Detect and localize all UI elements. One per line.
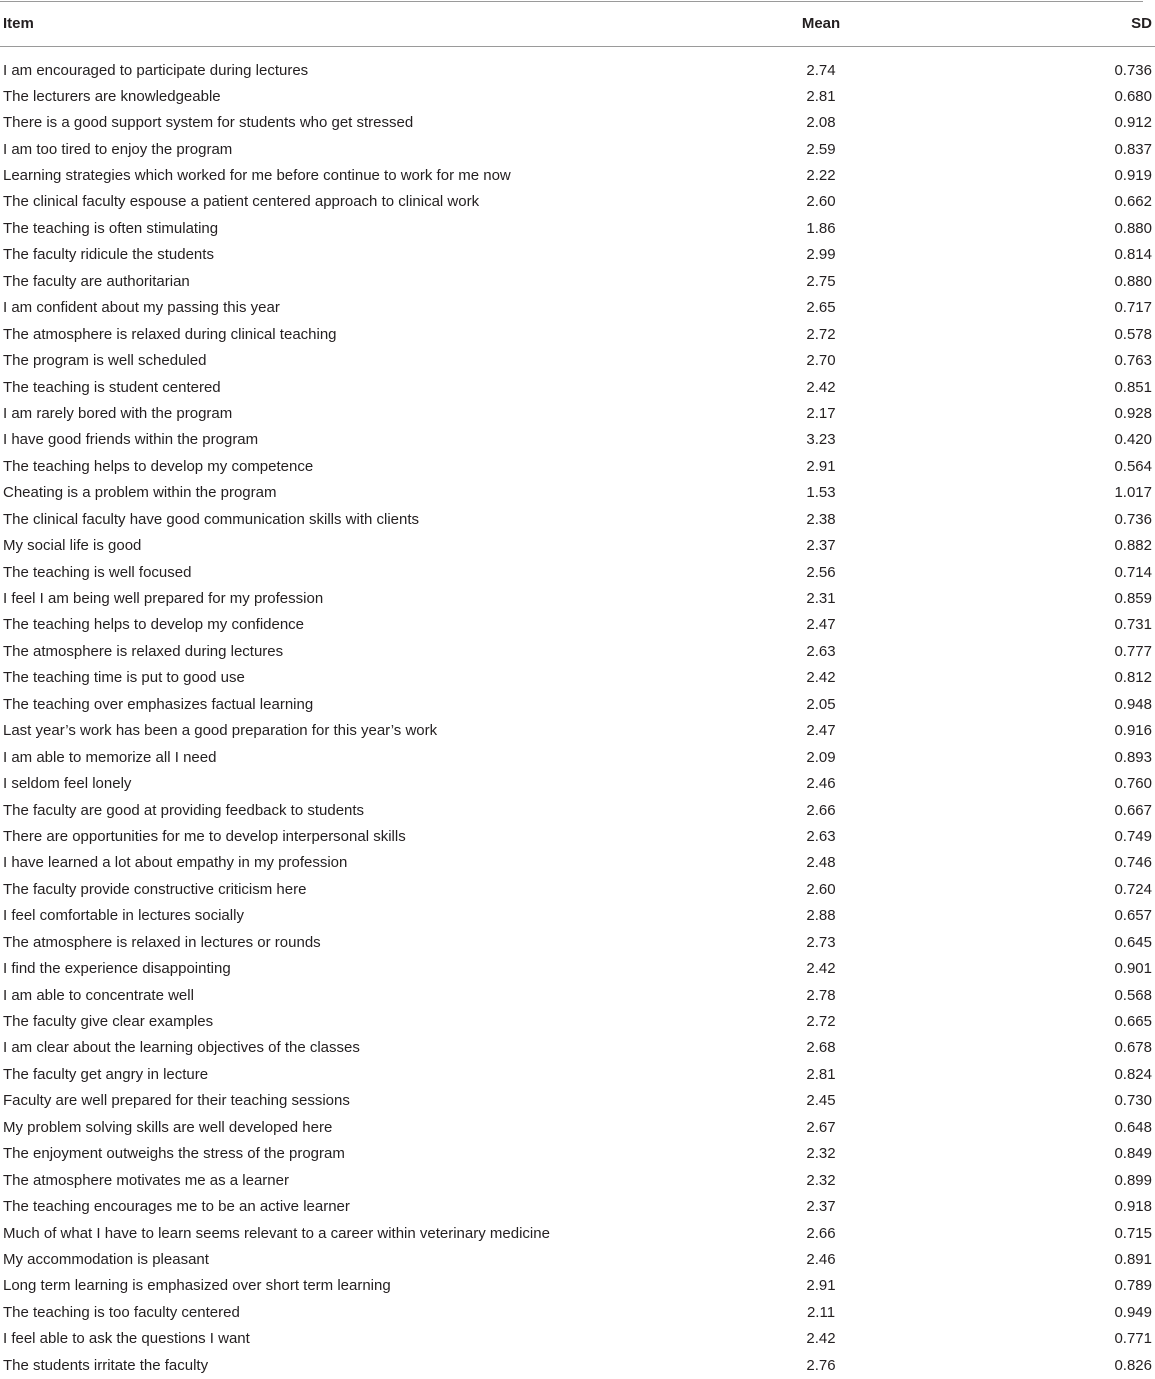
row-item: The faculty are good at providing feedback to students [3, 801, 365, 819]
table-row [0, 507, 1155, 533]
table-row [0, 401, 1155, 427]
row-sd: 0.657 [1114, 907, 1152, 925]
table-row [0, 771, 1155, 797]
table-row [0, 242, 1155, 268]
row-sd: 0.648 [1114, 1118, 1152, 1136]
row-sd: 0.731 [1114, 616, 1152, 634]
row-sd: 0.849 [1114, 1145, 1152, 1163]
row-item: The clinical faculty espouse a patient centered approach to clinical work [3, 193, 480, 211]
row-sd: 0.680 [1114, 87, 1152, 105]
row-item: The atmosphere is relaxed during clinical teaching [3, 325, 337, 343]
row-sd: 0.746 [1114, 854, 1152, 872]
row-sd: 0.851 [1114, 378, 1152, 396]
row-mean: 2.99 [806, 246, 836, 264]
row-item: Learning strategies which worked for me before continue to work for me now [3, 167, 511, 185]
row-item: The faculty ridicule the students [3, 246, 214, 264]
row-sd: 0.420 [1114, 431, 1152, 449]
row-sd: 0.812 [1114, 669, 1152, 687]
row-item: I am encouraged to participate during lectures [3, 61, 309, 79]
row-sd: 0.717 [1114, 299, 1152, 317]
row-sd: 0.645 [1114, 933, 1152, 951]
row-mean: 2.65 [806, 299, 836, 317]
row-mean: 2.22 [806, 167, 836, 185]
table-row [0, 956, 1155, 982]
row-sd: 0.919 [1114, 167, 1152, 185]
row-mean: 2.48 [806, 854, 836, 872]
row-sd: 0.736 [1114, 510, 1152, 528]
row-mean: 2.66 [806, 1224, 836, 1242]
row-mean: 2.66 [806, 801, 836, 819]
row-item: The atmosphere motivates me as a learner [3, 1171, 289, 1189]
row-item: The faculty are authoritarian [3, 272, 190, 290]
row-mean: 3.23 [806, 431, 836, 449]
table-row [0, 718, 1155, 744]
table-row [0, 982, 1155, 1008]
row-item: The faculty give clear examples [3, 1013, 214, 1031]
row-item: My social life is good [3, 537, 142, 555]
row-item: I feel able to ask the questions I want [3, 1330, 250, 1348]
row-sd: 0.736 [1114, 61, 1152, 79]
table-row [0, 189, 1155, 215]
row-item: The program is well scheduled [3, 352, 207, 370]
table-row [0, 1009, 1155, 1035]
results-table-container [0, 1, 1152, 1379]
table-row [0, 110, 1155, 136]
row-mean: 2.38 [806, 510, 836, 528]
row-mean: 2.91 [806, 1277, 836, 1295]
row-mean: 2.42 [806, 1330, 836, 1348]
table-row [0, 1062, 1155, 1088]
row-mean: 2.47 [806, 722, 836, 740]
row-sd: 0.948 [1114, 695, 1152, 713]
row-item: The teaching helps to develop my confidence [3, 616, 305, 634]
row-sd: 0.777 [1114, 642, 1152, 660]
row-mean: 2.59 [806, 140, 836, 158]
table-row [0, 1353, 1155, 1379]
row-sd: 0.730 [1114, 1092, 1152, 1110]
row-item: The teaching encourages me to be an active learner [3, 1198, 350, 1216]
row-mean: 2.60 [806, 193, 836, 211]
row-sd: 0.918 [1114, 1198, 1152, 1216]
table-row [0, 1088, 1155, 1114]
table-row [0, 639, 1155, 665]
row-sd: 0.667 [1114, 801, 1152, 819]
table-row [0, 744, 1155, 770]
table-row [0, 1220, 1155, 1246]
row-mean: 2.08 [806, 114, 836, 132]
row-item: The teaching time is put to good use [3, 669, 245, 687]
row-sd: 0.760 [1114, 775, 1152, 793]
row-mean: 2.31 [806, 590, 836, 608]
row-mean: 2.91 [806, 457, 836, 475]
row-mean: 2.70 [806, 352, 836, 370]
row-sd: 0.880 [1114, 272, 1152, 290]
row-sd: 0.824 [1114, 1065, 1152, 1083]
row-mean: 1.86 [806, 219, 836, 237]
row-item: I am clear about the learning objectives of the classes [3, 1039, 360, 1057]
row-mean: 2.05 [806, 695, 836, 713]
row-item: The atmosphere is relaxed during lectures [3, 642, 284, 660]
row-mean: 2.68 [806, 1039, 836, 1057]
row-item: Last year’s work has been a good preparation for this year’s work [3, 722, 438, 740]
table-row [0, 454, 1155, 480]
row-item: I seldom feel lonely [3, 775, 132, 793]
row-item: The teaching is often stimulating [3, 219, 219, 237]
table-row [0, 665, 1155, 691]
row-mean: 2.42 [806, 378, 836, 396]
header-row [0, 2, 1155, 46]
table-row [0, 348, 1155, 374]
table-row [0, 1141, 1155, 1167]
row-mean: 1.53 [806, 484, 836, 502]
row-item: I am rarely bored with the program [3, 404, 233, 422]
table-row [0, 586, 1155, 612]
row-item: The clinical faculty have good communication skills with clients [3, 510, 420, 528]
row-item: There is a good support system for students who get stressed [3, 114, 414, 132]
row-item: Faculty are well prepared for their teaching sessions [3, 1092, 350, 1110]
table-row [0, 46, 1155, 84]
table-row [0, 1194, 1155, 1220]
row-sd: 0.714 [1114, 563, 1152, 581]
table-row [0, 427, 1155, 453]
table-row [0, 1115, 1155, 1141]
row-sd: 0.678 [1114, 1039, 1152, 1057]
table-row [0, 797, 1155, 823]
row-sd: 0.880 [1114, 219, 1152, 237]
table-row [0, 1247, 1155, 1273]
table-header [0, 2, 1155, 46]
table-row [0, 136, 1155, 162]
row-item: There are opportunities for me to develop interpersonal skills [3, 827, 406, 845]
row-sd: 0.901 [1114, 960, 1152, 978]
table-row [0, 824, 1155, 850]
row-item: The faculty provide constructive criticism here [3, 880, 307, 898]
row-item: I am able to concentrate well [3, 986, 194, 1004]
row-item: I feel I am being well prepared for my profession [3, 590, 324, 608]
table-row [0, 903, 1155, 929]
row-mean: 2.56 [806, 563, 836, 581]
row-mean: 2.11 [806, 1303, 836, 1321]
row-sd: 0.891 [1114, 1250, 1152, 1268]
row-mean: 2.75 [806, 272, 836, 290]
row-item: The atmosphere is relaxed in lectures or rounds [3, 933, 321, 951]
table-row [0, 84, 1155, 110]
table-row [0, 321, 1155, 347]
row-item: The teaching over emphasizes factual learning [3, 695, 314, 713]
row-sd: 0.928 [1114, 404, 1152, 422]
table-row [0, 533, 1155, 559]
row-mean: 2.88 [806, 907, 836, 925]
row-sd: 0.763 [1114, 352, 1152, 370]
row-mean: 2.47 [806, 616, 836, 634]
row-mean: 2.63 [806, 827, 836, 845]
row-sd: 0.724 [1114, 880, 1152, 898]
table-row [0, 216, 1155, 242]
row-mean: 2.72 [806, 1013, 836, 1031]
row-item: The faculty get angry in lecture [3, 1065, 209, 1083]
row-sd: 0.859 [1114, 590, 1152, 608]
row-item: I am able to memorize all I need [3, 748, 217, 766]
table-body [0, 46, 1155, 1379]
row-mean: 2.67 [806, 1118, 836, 1136]
row-sd: 0.662 [1114, 193, 1152, 211]
row-item: Much of what I have to learn seems relevant to a career within veterinary medicine [3, 1224, 550, 1242]
row-sd: 0.568 [1114, 986, 1152, 1004]
row-item: The teaching helps to develop my competence [3, 457, 314, 475]
row-item: I have good friends within the program [3, 431, 259, 449]
row-sd: 0.893 [1114, 748, 1152, 766]
row-sd: 0.789 [1114, 1277, 1152, 1295]
row-sd: 0.715 [1114, 1224, 1152, 1242]
table-row [0, 612, 1155, 638]
table-row [0, 1326, 1155, 1352]
row-item: Cheating is a problem within the program [3, 484, 277, 502]
row-sd: 0.837 [1114, 140, 1152, 158]
row-mean: 2.42 [806, 960, 836, 978]
table-row [0, 374, 1155, 400]
row-mean: 2.72 [806, 325, 836, 343]
row-mean: 2.17 [806, 404, 836, 422]
row-item: I am too tired to enjoy the program [3, 140, 233, 158]
row-item: I feel comfortable in lectures socially [3, 907, 244, 925]
header-mean: Mean [746, 2, 896, 46]
row-mean: 2.81 [806, 1065, 836, 1083]
row-sd: 0.749 [1114, 827, 1152, 845]
row-sd: 0.826 [1114, 1356, 1152, 1374]
row-mean: 2.37 [806, 537, 836, 555]
table-row [0, 1273, 1155, 1299]
row-item: I am confident about my passing this year [3, 299, 280, 317]
row-sd: 0.564 [1114, 457, 1152, 475]
row-sd: 0.899 [1114, 1171, 1152, 1189]
row-mean: 2.81 [806, 87, 836, 105]
row-mean: 2.46 [806, 1250, 836, 1268]
table-row [0, 163, 1155, 189]
header-sd: SD [896, 2, 1155, 46]
results-table [0, 2, 1155, 1379]
row-mean: 2.63 [806, 642, 836, 660]
row-sd: 0.665 [1114, 1013, 1152, 1031]
row-sd: 0.578 [1114, 325, 1152, 343]
row-mean: 2.78 [806, 986, 836, 1004]
row-item: The teaching is too faculty centered [3, 1303, 240, 1321]
table-row [0, 559, 1155, 585]
row-item: The teaching is well focused [3, 563, 192, 581]
row-item: The enjoyment outweighs the stress of the program [3, 1145, 345, 1163]
header-item: Item [0, 2, 746, 46]
row-sd: 0.912 [1114, 114, 1152, 132]
row-mean: 2.09 [806, 748, 836, 766]
row-mean: 2.46 [806, 775, 836, 793]
row-mean: 2.42 [806, 669, 836, 687]
row-sd: 1.017 [1114, 484, 1152, 502]
table-row [0, 1300, 1155, 1326]
row-item: The students irritate the faculty [3, 1356, 209, 1374]
row-item: I have learned a lot about empathy in my profession [3, 854, 348, 872]
row-mean: 2.76 [806, 1356, 836, 1374]
row-sd: 0.771 [1114, 1330, 1152, 1348]
table-row [0, 692, 1155, 718]
row-item: My problem solving skills are well developed here [3, 1118, 333, 1136]
row-sd: 0.949 [1114, 1303, 1152, 1321]
table-row [0, 269, 1155, 295]
row-mean: 2.32 [806, 1171, 836, 1189]
row-mean: 2.60 [806, 880, 836, 898]
table-row [0, 480, 1155, 506]
table-row [0, 850, 1155, 876]
table-row [0, 1167, 1155, 1193]
row-mean: 2.45 [806, 1092, 836, 1110]
row-item: I find the experience disappointing [3, 960, 231, 978]
row-mean: 2.32 [806, 1145, 836, 1163]
row-item: The teaching is student centered [3, 378, 221, 396]
row-mean: 2.73 [806, 933, 836, 951]
row-item: My accommodation is pleasant [3, 1250, 209, 1268]
row-mean: 2.74 [806, 61, 836, 79]
row-item: The lecturers are knowledgeable [3, 87, 221, 105]
table-row [0, 1035, 1155, 1061]
row-item: Long term learning is emphasized over short term learning [3, 1277, 391, 1295]
row-sd: 0.916 [1114, 722, 1152, 740]
row-sd: 0.882 [1114, 537, 1152, 555]
table-row [0, 930, 1155, 956]
row-mean: 2.37 [806, 1198, 836, 1216]
table-row [0, 295, 1155, 321]
row-sd: 0.814 [1114, 246, 1152, 264]
table-row [0, 877, 1155, 903]
